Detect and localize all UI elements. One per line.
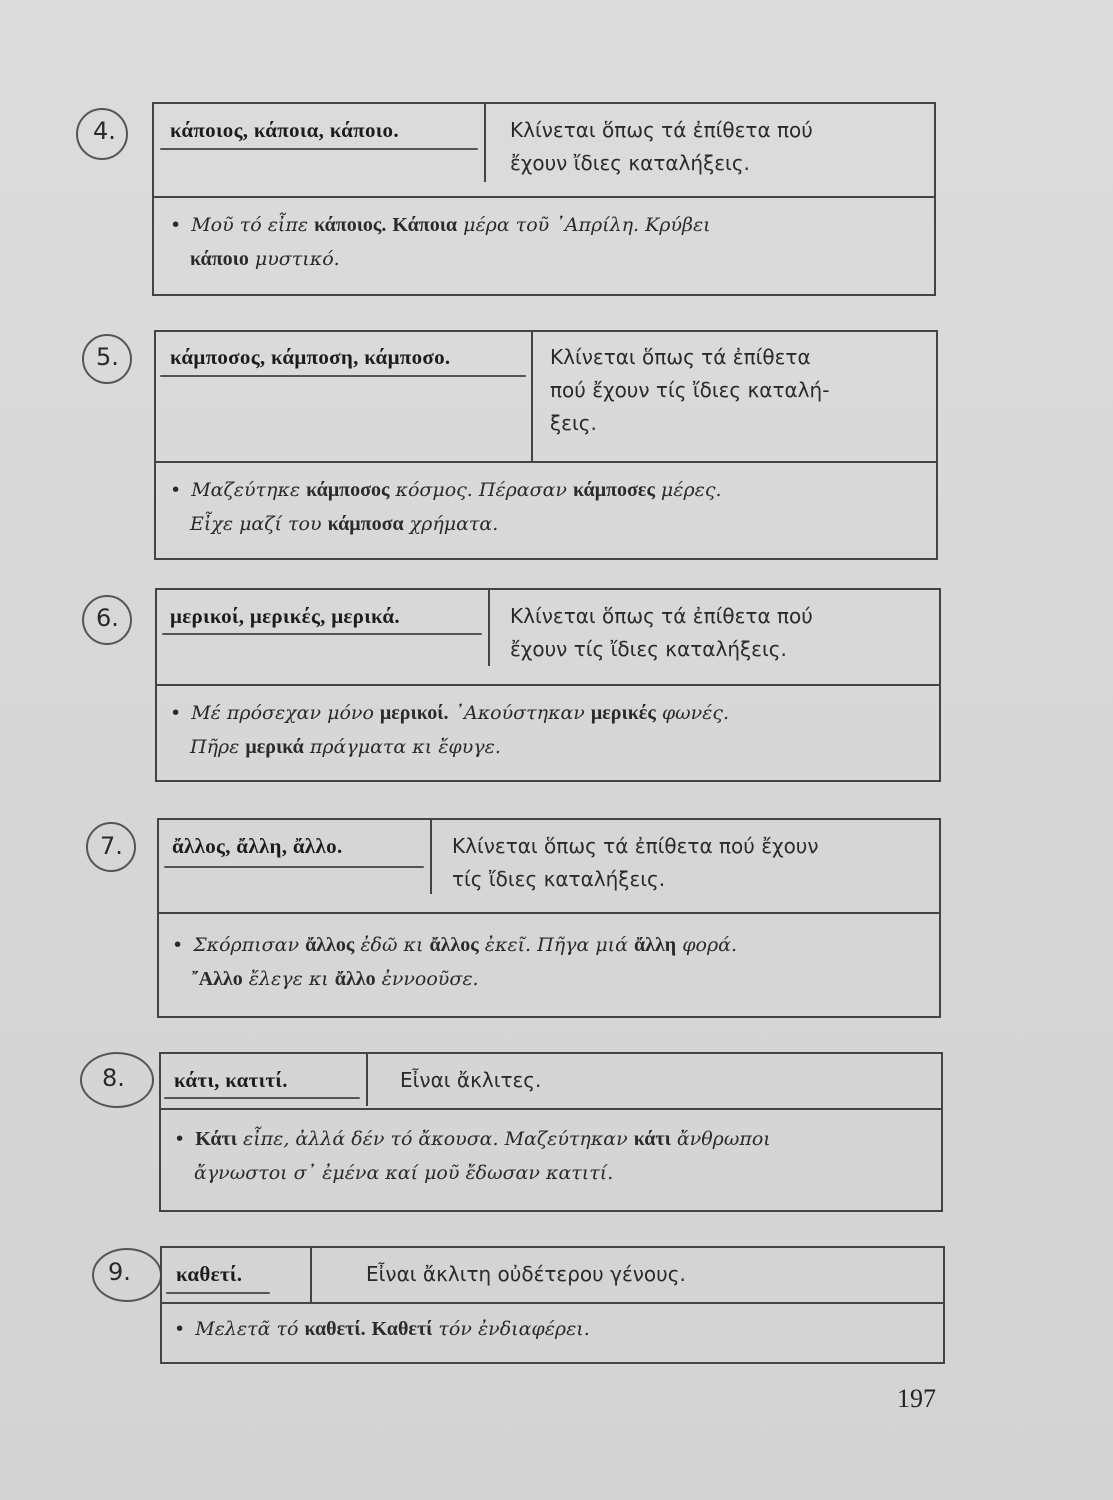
keyword-example: ἄλλο (334, 968, 376, 990)
declension-rule (366, 1258, 686, 1291)
rule-line: ἔχουν τίς ἴδιες καταλήξεις. (510, 637, 787, 661)
example-text: Πῆρε (190, 736, 246, 758)
page-number: 197 (897, 1384, 936, 1413)
keyword-example: ἄλλος (305, 934, 355, 956)
pronoun-forms: καθετί. (176, 1262, 243, 1286)
column-divider (430, 820, 432, 894)
pencil-underline (164, 866, 424, 868)
example-text: ᾿Ακούστηκαν (448, 702, 591, 724)
pronoun-forms: μερικοί, μερικές, μερικά. (170, 604, 400, 628)
keyword-example: Κάποια (392, 214, 458, 236)
keyword-example: μερικά (245, 736, 304, 758)
example-text: ἐννοοῦσε. (375, 968, 479, 990)
bullet-icon: • (170, 214, 182, 236)
rule-line: Κλίνεται ὅπως τά ἐπίθετα πού ἔχουν (452, 834, 819, 858)
keyword-example: κάμποσες (573, 479, 655, 501)
pronoun-forms: ἄλλος, ἄλλη, ἄλλο. (172, 834, 343, 858)
rule-line: Κλίνεται ὅπως τά ἐπίθετα πού (510, 604, 813, 628)
keyword-example: ἄλλος (429, 934, 479, 956)
keyword-example: καθετί. (304, 1318, 366, 1340)
example-text: μέρες. (654, 479, 722, 501)
example-text: ἄγνωστοι σ᾿ ἐμένα καί μοῦ ἔδωσαν κατιτί. (194, 1162, 614, 1184)
example-line (172, 962, 737, 996)
example-sentences (170, 473, 722, 541)
column-divider (366, 1054, 368, 1106)
declension-rule (510, 600, 813, 666)
example-text: ἐκεῖ. Πῆγα μιά (478, 934, 634, 956)
entry-number: 7. (100, 832, 123, 860)
entry-number: 9. (108, 1258, 131, 1286)
row-divider (157, 684, 939, 686)
example-text: φωνές. (655, 702, 730, 724)
rule-line: Κλίνεται ὅπως τά ἐπίθετα (550, 345, 811, 369)
keyword-example: Καθετί (371, 1318, 433, 1340)
pronoun-forms: κάποιος, κάποια, κάποιο. (170, 118, 399, 142)
row-divider (156, 461, 936, 463)
pencil-underline (160, 375, 526, 377)
example-text: πράγματα κι ἔφυγε. (303, 736, 501, 758)
keyword-example: κάτι (633, 1128, 671, 1150)
example-text: κόσμος. Πέρασαν (389, 479, 574, 501)
example-text: εἶπε, ἀλλά δέν τό ἄκουσα. Μαζεύτηκαν (236, 1128, 634, 1150)
pronoun-forms: κάμποσος, κάμποση, κάμποσο. (170, 345, 451, 369)
example-line (170, 730, 729, 764)
entry-number: 5. (96, 343, 119, 371)
example-text: τόν ἐνδιαφέρει. (432, 1318, 590, 1340)
rule-line: Εἶναι ἄκλιτες. (400, 1068, 542, 1092)
bullet-icon: • (174, 1318, 186, 1340)
example-text: Μελετᾶ τό (195, 1318, 305, 1340)
pencil-underline (160, 148, 478, 150)
example-text: ἔλεγε κι (242, 968, 335, 990)
keyword-example: κάμποσος (306, 479, 390, 501)
pronoun-forms: κάτι, κατιτί. (174, 1068, 288, 1092)
declension-rule (400, 1064, 541, 1097)
example-line (170, 696, 729, 730)
rule-line: Εἶναι ἄκλιτη οὐδέτερου γένους. (366, 1262, 686, 1286)
example-text: μυστικό. (248, 248, 340, 270)
row-divider (154, 196, 934, 198)
example-text: Εἶχε μαζί του (190, 513, 328, 535)
example-text: φορά. (676, 934, 737, 956)
keyword-example: μερικοί. (379, 702, 449, 724)
keyword-example: ῎Αλλο (192, 968, 243, 990)
entry-number: 8. (102, 1064, 125, 1092)
column-divider (488, 590, 490, 666)
example-line (170, 473, 722, 507)
example-line (170, 208, 711, 242)
example-line (174, 1122, 771, 1156)
example-text: Μοῦ τό εἶπε (191, 214, 315, 236)
keyword-example: κάποιο (190, 248, 249, 270)
example-line (172, 928, 737, 962)
example-line (170, 507, 722, 541)
declension-rule (452, 830, 819, 896)
row-divider (162, 1302, 943, 1304)
declension-rule (550, 341, 829, 440)
bullet-icon: • (170, 479, 182, 501)
example-text: Μαζεύτηκε (191, 479, 307, 501)
rule-line: ἔχουν ἴδιες καταλήξεις. (510, 151, 750, 175)
pencil-underline (162, 633, 482, 635)
rule-line: πού ἔχουν τίς ἴδιες καταλή- (550, 378, 830, 402)
keyword-example: μερικές (590, 702, 656, 724)
keyword-example: κάμποσα (327, 513, 404, 535)
declension-rule (510, 114, 813, 180)
row-divider (159, 912, 939, 914)
column-divider (310, 1248, 312, 1302)
example-text: ἐδῶ κι (354, 934, 430, 956)
pencil-underline (164, 1097, 360, 1099)
example-line (174, 1312, 590, 1346)
entry-number: 6. (96, 604, 119, 632)
bullet-icon: • (172, 934, 184, 956)
pencil-underline (166, 1292, 270, 1294)
column-divider (484, 104, 486, 182)
example-text: ἄνθρωποι (670, 1128, 771, 1150)
example-sentences (174, 1122, 771, 1190)
example-line (174, 1156, 771, 1190)
entry-number: 4. (93, 117, 116, 145)
example-text: Σκόρπισαν (193, 934, 306, 956)
example-text: Μέ πρόσεχαν μόνο (191, 702, 380, 724)
keyword-example: ἄλλη (633, 934, 677, 956)
rule-line: ξεις. (550, 411, 597, 435)
rule-line: τίς ἴδιες καταλήξεις. (452, 867, 666, 891)
rule-line: Κλίνεται ὅπως τά ἐπίθετα πού (510, 118, 813, 142)
example-sentences (170, 208, 711, 276)
bullet-icon: • (170, 702, 182, 724)
keyword-example: κάποιος. (314, 214, 387, 236)
bullet-icon: • (174, 1128, 186, 1150)
keyword-example: Κάτι (195, 1128, 237, 1150)
row-divider (161, 1108, 941, 1110)
example-text: μέρα τοῦ ᾿Απρίλη. Κρύβει (457, 214, 711, 236)
example-sentences (172, 928, 737, 996)
example-sentences (174, 1312, 590, 1346)
column-divider (531, 332, 533, 462)
example-sentences (170, 696, 729, 764)
example-text: χρήματα. (403, 513, 499, 535)
example-line (170, 242, 711, 276)
